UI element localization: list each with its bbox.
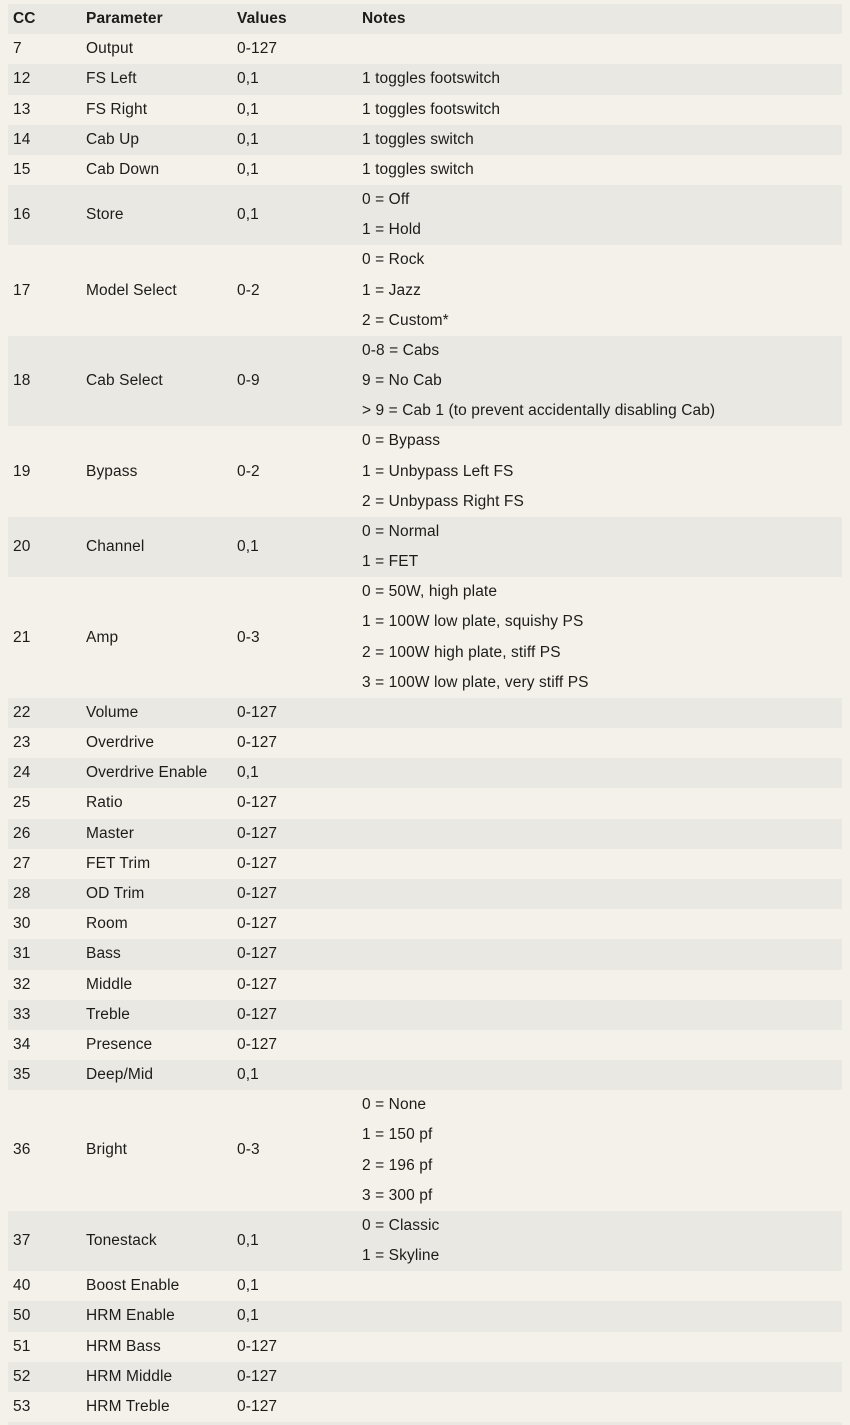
notes-cell <box>357 577 842 698</box>
parameter-cell: HRM Middle <box>86 1367 173 1385</box>
notes-cell <box>357 970 842 1000</box>
table-row <box>8 1060 842 1090</box>
cc-cell: 50 <box>13 1307 31 1325</box>
note-line: 1 toggles switch <box>362 160 474 178</box>
note-line: 0 = Bypass <box>362 432 441 450</box>
cc-cell: 30 <box>13 915 31 933</box>
notes-cell <box>357 426 842 517</box>
cc-cell: 7 <box>13 40 22 58</box>
parameter-cell: Cab Down <box>86 160 160 178</box>
table-body <box>8 34 842 1422</box>
table-row <box>8 185 842 245</box>
midi-cc-table <box>8 4 842 1422</box>
table-row <box>8 1211 842 1271</box>
note-line: 2 = Custom* <box>362 311 449 329</box>
table-row <box>8 336 842 427</box>
values-cell: 0,1 <box>237 130 259 148</box>
cc-cell: 14 <box>13 130 31 148</box>
parameter-cell: Master <box>86 824 134 842</box>
parameter-cell: Deep/Mid <box>86 1066 154 1084</box>
parameter-cell: FET Trim <box>86 854 151 872</box>
notes-cell <box>357 849 842 879</box>
notes-cell <box>357 95 842 125</box>
values-cell: 0-127 <box>237 824 278 842</box>
note-line: 1 toggles footswitch <box>362 70 501 88</box>
parameter-cell: Middle <box>86 975 133 993</box>
values-cell: 0,1 <box>237 1066 259 1084</box>
notes-cell <box>357 155 842 185</box>
parameter-cell: Cab Up <box>86 130 140 148</box>
values-cell: 0-127 <box>237 975 278 993</box>
table-row <box>8 879 842 909</box>
table-row <box>8 970 842 1000</box>
values-cell: 0-127 <box>237 1367 278 1385</box>
cc-cell: 37 <box>13 1231 31 1249</box>
notes-cell <box>357 1332 842 1362</box>
note-line: 2 = 196 pf <box>362 1156 433 1174</box>
table-row <box>8 95 842 125</box>
parameter-cell: Model Select <box>86 281 177 299</box>
values-cell: 0,1 <box>237 1307 259 1325</box>
note-line: 3 = 300 pf <box>362 1186 433 1204</box>
table-header-row <box>8 4 842 34</box>
cc-cell: 51 <box>13 1337 31 1355</box>
note-line: 1 = Skyline <box>362 1247 440 1265</box>
table-row <box>8 1332 842 1362</box>
notes-cell <box>357 245 842 336</box>
notes-cell <box>357 788 842 818</box>
table-row <box>8 758 842 788</box>
parameter-cell: Store <box>86 206 124 224</box>
cc-cell: 12 <box>13 70 31 88</box>
cc-cell: 21 <box>13 628 31 646</box>
notes-cell <box>357 1090 842 1211</box>
cc-cell: 33 <box>13 1005 31 1023</box>
parameter-cell: HRM Enable <box>86 1307 175 1325</box>
cc-cell: 23 <box>13 734 31 752</box>
notes-cell <box>357 819 842 849</box>
values-cell: 0-2 <box>237 281 260 299</box>
parameter-cell: FS Left <box>86 70 137 88</box>
note-line: 1 toggles switch <box>362 130 474 148</box>
parameter-cell: Overdrive <box>86 734 155 752</box>
parameter-cell: Treble <box>86 1005 130 1023</box>
table-row <box>8 909 842 939</box>
table-row <box>8 849 842 879</box>
note-line: 1 = 150 pf <box>362 1126 433 1144</box>
notes-cell <box>357 1060 842 1090</box>
note-line: 1 toggles footswitch <box>362 100 501 118</box>
note-line: 0 = None <box>362 1096 427 1114</box>
notes-cell <box>357 758 842 788</box>
values-cell: 0-127 <box>237 884 278 902</box>
note-line: 0 = Rock <box>362 251 425 269</box>
parameter-cell: Presence <box>86 1035 153 1053</box>
parameter-cell: HRM Treble <box>86 1397 170 1415</box>
parameter-cell: Ratio <box>86 794 123 812</box>
parameter-cell: FS Right <box>86 100 148 118</box>
parameter-cell: Bypass <box>86 462 138 480</box>
column-header-parameter: Parameter <box>86 10 163 27</box>
values-cell: 0-9 <box>237 372 260 390</box>
cc-cell: 13 <box>13 100 31 118</box>
note-line: 0 = Classic <box>362 1216 440 1234</box>
notes-cell <box>357 1271 842 1301</box>
values-cell: 0,1 <box>237 1231 259 1249</box>
note-line: 2 = 100W high plate, stiff PS <box>362 643 561 661</box>
table-row <box>8 155 842 185</box>
cc-cell: 16 <box>13 206 31 224</box>
note-line: > 9 = Cab 1 (to prevent accidentally disabling Cab) <box>362 402 716 420</box>
notes-cell <box>357 1000 842 1030</box>
values-cell: 0,1 <box>237 100 259 118</box>
parameter-cell: Output <box>86 40 134 58</box>
cc-cell: 40 <box>13 1277 31 1295</box>
notes-cell <box>357 939 842 969</box>
parameter-cell: Volume <box>86 703 139 721</box>
notes-cell <box>357 909 842 939</box>
notes-cell <box>357 879 842 909</box>
parameter-cell: Cab Select <box>86 372 163 390</box>
parameter-cell: HRM Bass <box>86 1337 161 1355</box>
cc-cell: 27 <box>13 854 31 872</box>
notes-cell <box>357 728 842 758</box>
table-row <box>8 34 842 64</box>
values-cell: 0-127 <box>237 854 278 872</box>
note-line: 1 = Jazz <box>362 281 421 299</box>
notes-cell <box>357 1392 842 1422</box>
values-cell: 0-127 <box>237 1005 278 1023</box>
note-line: 1 = FET <box>362 553 419 571</box>
note-line: 0 = Normal <box>362 522 440 540</box>
table-row <box>8 939 842 969</box>
values-cell: 0,1 <box>237 538 259 555</box>
values-cell: 0-127 <box>237 1035 278 1053</box>
values-cell: 0-127 <box>237 40 278 58</box>
values-cell: 0,1 <box>237 1277 259 1295</box>
cc-cell: 20 <box>13 538 31 555</box>
note-line: 3 = 100W low plate, very stiff PS <box>362 673 589 691</box>
values-cell: 0-127 <box>237 734 278 752</box>
values-cell: 0,1 <box>237 70 259 88</box>
parameter-cell: Overdrive Enable <box>86 764 208 782</box>
cc-cell: 24 <box>13 764 31 782</box>
table-row <box>8 1362 842 1392</box>
table-row <box>8 1030 842 1060</box>
table-row <box>8 426 842 517</box>
notes-cell <box>357 517 842 577</box>
cc-cell: 18 <box>13 372 31 390</box>
table-row <box>8 1271 842 1301</box>
values-cell: 0-127 <box>237 1337 278 1355</box>
cc-cell: 19 <box>13 462 31 480</box>
cc-cell: 17 <box>13 281 31 299</box>
table-row <box>8 728 842 758</box>
cc-cell: 15 <box>13 160 31 178</box>
values-cell: 0-127 <box>237 703 278 721</box>
values-cell: 0,1 <box>237 206 259 224</box>
parameter-cell: Boost Enable <box>86 1277 180 1295</box>
table-row <box>8 1301 842 1331</box>
notes-cell <box>357 34 842 64</box>
notes-cell <box>357 1362 842 1392</box>
values-cell: 0-3 <box>237 628 260 646</box>
cc-cell: 26 <box>13 824 31 842</box>
parameter-cell: Bright <box>86 1141 128 1159</box>
notes-cell <box>357 1301 842 1331</box>
parameter-cell: Bass <box>86 945 121 963</box>
parameter-cell: OD Trim <box>86 884 145 902</box>
note-line: 1 = Hold <box>362 221 421 239</box>
table-row <box>8 64 842 94</box>
values-cell: 0,1 <box>237 764 259 782</box>
notes-cell <box>357 1211 842 1271</box>
column-header-cc: CC <box>13 10 36 27</box>
table-row <box>8 1000 842 1030</box>
cc-cell: 35 <box>13 1066 31 1084</box>
cc-cell: 34 <box>13 1035 31 1053</box>
table-row <box>8 698 842 728</box>
parameter-cell: Amp <box>86 628 119 646</box>
cc-cell: 32 <box>13 975 31 993</box>
notes-cell <box>357 698 842 728</box>
cc-cell: 36 <box>13 1141 31 1159</box>
cc-cell: 52 <box>13 1367 31 1385</box>
cc-cell: 28 <box>13 884 31 902</box>
table-row <box>8 517 842 577</box>
table-row <box>8 245 842 336</box>
cc-cell: 25 <box>13 794 31 812</box>
values-cell: 0-127 <box>237 794 278 812</box>
note-line: 9 = No Cab <box>362 372 442 390</box>
notes-cell <box>357 336 842 427</box>
note-line: 0-8 = Cabs <box>362 341 440 359</box>
cc-cell: 31 <box>13 945 31 963</box>
table-row <box>8 819 842 849</box>
notes-cell <box>357 1030 842 1060</box>
table-row <box>8 577 842 698</box>
note-line: 0 = 50W, high plate <box>362 583 498 601</box>
table-row <box>8 1090 842 1211</box>
column-header-values: Values <box>237 10 287 27</box>
parameter-cell: Channel <box>86 538 145 555</box>
column-header-notes: Notes <box>362 10 406 27</box>
values-cell: 0-127 <box>237 915 278 933</box>
parameter-cell: Room <box>86 915 128 933</box>
table-row <box>8 125 842 155</box>
parameter-cell: Tonestack <box>86 1231 157 1249</box>
table-row <box>8 788 842 818</box>
note-line: 2 = Unbypass Right FS <box>362 492 524 510</box>
cc-cell: 22 <box>13 703 31 721</box>
values-cell: 0-127 <box>237 945 278 963</box>
values-cell: 0-127 <box>237 1397 278 1415</box>
values-cell: 0,1 <box>237 160 259 178</box>
values-cell: 0-2 <box>237 462 260 480</box>
notes-cell <box>357 125 842 155</box>
notes-cell <box>357 64 842 94</box>
note-line: 0 = Off <box>362 191 410 209</box>
table-row <box>8 1392 842 1422</box>
values-cell: 0-3 <box>237 1141 260 1159</box>
cc-cell: 53 <box>13 1397 31 1415</box>
note-line: 1 = Unbypass Left FS <box>362 462 514 480</box>
notes-cell <box>357 185 842 245</box>
note-line: 1 = 100W low plate, squishy PS <box>362 613 584 631</box>
